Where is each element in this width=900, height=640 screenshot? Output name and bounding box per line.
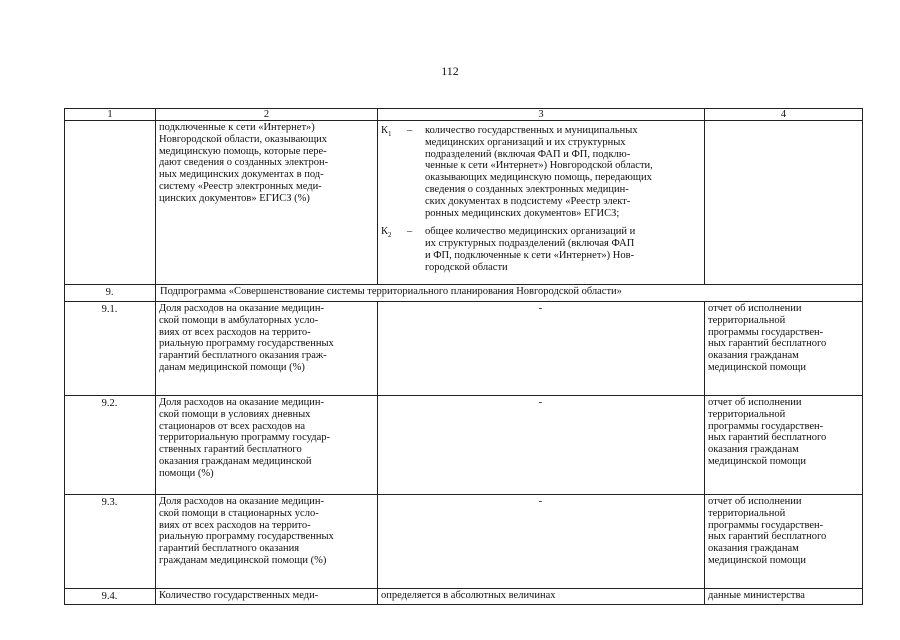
subprogram-row xyxy=(65,285,863,302)
header-row xyxy=(65,109,863,121)
row-method: определяется в абсолютных величинах xyxy=(378,589,705,605)
header-col-4: 4 xyxy=(705,109,863,121)
k2-text: общее количество медицинских организаций и их структурных подразделений (включая ФАП и ФП, подключенные к сети «Интернет») Нов- городской области xyxy=(425,226,636,273)
header-col-3: 3 xyxy=(378,109,705,121)
row-method: - xyxy=(378,302,705,396)
row-number: 9.3. xyxy=(65,495,156,589)
continuation-source xyxy=(705,121,863,285)
header-col-2: 2 xyxy=(156,109,378,121)
row-source: отчет об исполнении территориальной программы государствен- ных гарантий бесплатного оказания гражданам медицинской помощи xyxy=(705,495,863,589)
k1-symbol: $К_1$ xyxy=(381,125,392,139)
subprogram-title: Подпрограмма «Совершенствование системы территориального планирования Новгородской области» xyxy=(156,285,863,302)
k1-text: количество государственных и муниципальных медицинских организаций и их структурных подразделений (включая ФАП и ФП, подклю- ченные к сети «Интернет») Новгородской области, оказывающих медицинскую помощь, передающих сведения о созданных электронных медицин- ских документах в подсистему «Реестр элект- ронных медицинских документов» ЕГИСЗ; xyxy=(425,125,653,219)
continuation-row xyxy=(65,121,863,285)
k2-symbol: $К_2$ xyxy=(381,226,392,240)
table-row xyxy=(65,302,863,396)
continuation-name: подключенные к сети «Интернет») Новгородской области, оказывающих медицинскую помощь, которые пере- дают сведения о созданных электрон- ных медицинских документах в под- систему «Реестр электронных меди- цинских документов» ЕГИСЗ (%) xyxy=(156,121,378,285)
k1-definition: $К_1$ – количество государственных и муниципальных медицинских организаций и их структурных подразделений (включая ФАП и ФП, подклю- ченные к сети «Интернет») Новгородской области, оказывающих медицинскую помощь, передающих сведения о созданных электронных медицин- ских документах в подсистему «Реестр элект- ронных медицинских документов» ЕГИСЗ; xyxy=(381,125,700,219)
indicators-table xyxy=(64,108,863,605)
header-col-1: 1 xyxy=(65,109,156,121)
row-name: Доля расходов на оказание медицин- ской помощи в амбулаторных усло- виях от всех расходов на террито- риальную программу государственных гарантий бесплатного оказания граж- данам медицинской помощи (%) xyxy=(156,302,378,396)
row-name: Доля расходов на оказание медицин- ской помощи в стационарных усло- виях от всех расходов на террито- риальную программу государственных гарантий бесплатного оказания гражданам медицинской помощи (%) xyxy=(156,495,378,589)
row-source: отчет об исполнении территориальной программы государствен- ных гарантий бесплатного оказания гражданам медицинской помощи xyxy=(705,396,863,495)
row-method: - xyxy=(378,396,705,495)
row-name: Количество государственных меди- xyxy=(156,589,378,605)
row-method: - xyxy=(378,495,705,589)
row-source: отчет об исполнении территориальной программы государствен- ных гарантий бесплатного оказания гражданам медицинской помощи xyxy=(705,302,863,396)
row-source: данные министерства xyxy=(705,589,863,605)
row-number: 9.1. xyxy=(65,302,156,396)
table-row xyxy=(65,589,863,605)
row-number: 9.4. xyxy=(65,589,156,605)
continuation-number xyxy=(65,121,156,285)
subprogram-number: 9. xyxy=(65,285,156,302)
row-number: 9.2. xyxy=(65,396,156,495)
row-name: Доля расходов на оказание медицин- ской помощи в условиях дневных стационаров от всех расходов на территориальную программу государ- ственных гарантий бесплатного оказания гражданам медицинской помощи (%) xyxy=(156,396,378,495)
table-row xyxy=(65,396,863,495)
table-row xyxy=(65,495,863,589)
k2-definition: $К_2$ – общее количество медицинских организаций и их структурных подразделений (включая ФАП и ФП, подключенные к сети «Интернет») Нов- городской области xyxy=(381,226,700,273)
page-number: 112 xyxy=(441,64,459,78)
continuation-method xyxy=(378,121,705,285)
